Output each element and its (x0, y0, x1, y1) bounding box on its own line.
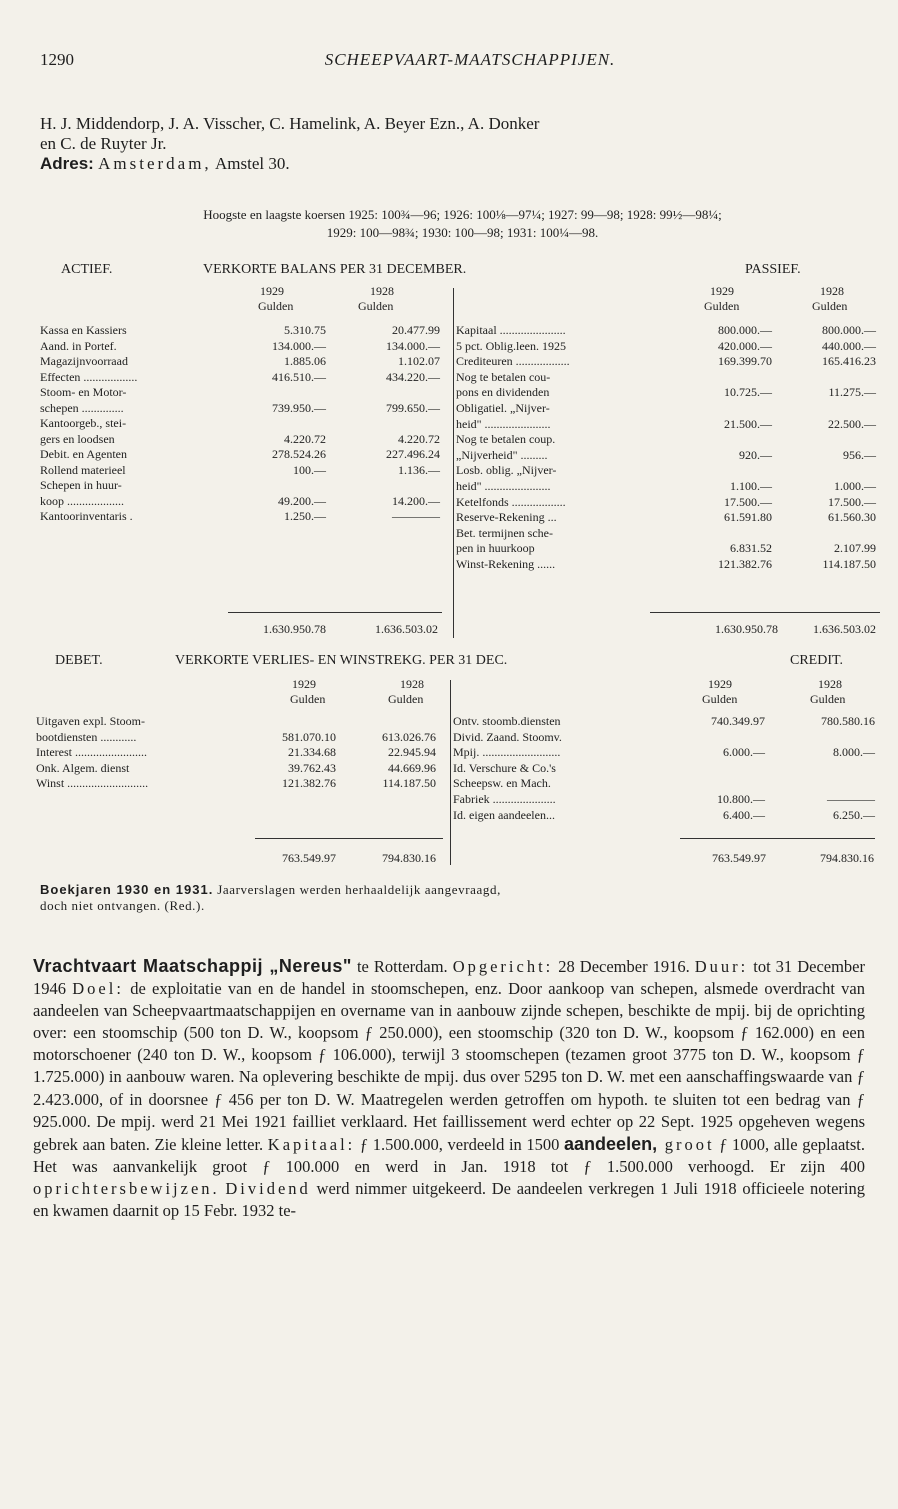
article-text: 28 December 1916. (553, 957, 695, 976)
row-label: Id. Verschure & Co.'s (453, 760, 556, 775)
doel-label: Doel: (72, 979, 124, 999)
row-label: pen in huurkoop (456, 541, 535, 556)
amount-1928: 14.200.— (392, 493, 440, 508)
currency-label: Gulden (702, 692, 738, 706)
amount-1929: 61.591.80 (724, 510, 772, 525)
article-text: de exploitatie van en de handel in stoomschepen, enz. Door aankoop van schepen, alsmede overdracht van aandeelen van Scheepvaartmaatschappijen en overname van in aanbouw zijnde schepen, beschikte de mpij. bij de oprichting over: een stoomschip (500 ton D. W., koopsom ƒ 250.000), een stoomschip (320 ton D. W., koopsom ƒ 162.000) en een motorschoener (240 ton D. W., koopsom ƒ 106.000), terwijl 3 stoomschepen (tezamen groot 3775 ton D. W., koopsom ƒ 1.725.000) in aanbouw waren. Na oplevering beschikte de mpij. dus over 5295 ton D. W. met een aanschaffingswaarde van ƒ 2.423.000, of in doorsnee ƒ 456 per ton D. W. Maatregelen werden getroffen om hypoth. te sluiten tot een bedrag van ƒ 925.000. De mpij. werd 21 Mei 1921 failliet verklaard. Het faillissement werd echter op 22 Sept. 1925 opgeheven wegens gebrek aan baten. Zie kleine letter. (33, 979, 865, 1154)
balance-year-header (0, 284, 898, 316)
table-row (40, 432, 444, 447)
article-text: werd nimmer uitgekeerd. De aandeelen verkregen 1 Juli 1918 officieele notering en kwamen daarnit op 15 Febr. 1932 te- (33, 1178, 866, 1221)
amount-1928: 800.000.— (822, 323, 876, 337)
amount-1929: 6.831.52 (730, 541, 772, 556)
groot-label: groot (657, 1134, 715, 1154)
balance-title: VERKORTE BALANS PER 31 DECEMBER. (203, 262, 467, 277)
amount-1928: 4.220.72 (398, 431, 440, 446)
article-text: tot 31 December 1946 (33, 957, 865, 999)
amount-1928: 1.102.07 (398, 354, 440, 368)
row-label: heid" ...................... (456, 479, 551, 493)
liabilities-total-rule (650, 612, 880, 613)
dividend-label: Dividend (225, 1178, 311, 1198)
table-row (36, 730, 444, 745)
amount-1929: 39.762.43 (288, 760, 336, 775)
year-label: 1929 (710, 284, 734, 298)
year-label: 1929 (260, 284, 284, 298)
article-text: ƒ 1.500.000, verdeeld in 1500 (355, 1134, 565, 1154)
table-row (456, 557, 880, 572)
year-label: 1928 (820, 284, 844, 298)
note-line-2: doch niet ontvangen. (Red.). (40, 898, 205, 913)
table-row (456, 339, 880, 354)
row-label: Stoom- en Motor- (40, 385, 127, 399)
row-label: gers en loodsen (40, 431, 115, 446)
pl-column-divider (450, 680, 451, 865)
table-row (36, 745, 444, 760)
editorial-note (40, 882, 885, 914)
page-title: SCHEEPVAART-MAATSCHAPPIJEN. (324, 50, 616, 69)
article-text: te Rotterdam. (351, 957, 453, 976)
row-label: „Nijverheid" ......... (456, 447, 548, 462)
year-label: 1928 (400, 677, 424, 691)
amount-1929: 800.000.— (718, 323, 772, 337)
table-row (36, 761, 444, 776)
row-label: heid" ...................... (456, 416, 551, 431)
company-name: Vrachtvaart Maatschappij „Nereus" (33, 956, 352, 976)
amount-1929: 6.400.— (723, 807, 765, 822)
row-label: Onk. Algem. dienst (36, 760, 130, 775)
balance-totals (0, 622, 898, 638)
debit-total-1928: 794.830.16 (382, 851, 436, 865)
row-label: Kantoorinventaris . (40, 509, 133, 523)
debit-total-rule (255, 838, 443, 839)
currency-label: Gulden (810, 692, 846, 706)
assets-total-rule (228, 612, 442, 613)
assets-total-1929: 1.630.950.78 (263, 622, 326, 636)
amount-1929: 4.220.72 (284, 431, 326, 446)
amount-1929: 920.— (739, 447, 772, 462)
directors-line-1: H. J. Middendorp, J. A. Visscher, C. Hamelink, A. Beyer Ezn., A. Donker (40, 114, 540, 133)
amount-1928: 114.187.50 (382, 776, 436, 791)
row-label: Id. eigen aandeelen... (453, 807, 555, 822)
credit-total-rule (680, 838, 875, 839)
amount-1929: 49.200.— (278, 493, 326, 508)
amount-1929: 10.800.— (717, 792, 765, 806)
table-row (40, 323, 444, 338)
table-row (456, 432, 880, 447)
currency-label: Gulden (358, 299, 394, 313)
currency-label: Gulden (812, 299, 848, 313)
amount-1928: 799.650.— (386, 400, 440, 415)
aandeelen-label: aandeelen, (564, 1133, 658, 1154)
table-row (456, 370, 880, 385)
note-bold: Boekjaren 1930 en 1931. (40, 882, 214, 897)
address-city: Amsterdam, (98, 154, 212, 173)
amount-1929: 121.382.76 (718, 557, 772, 571)
directors-block (40, 114, 885, 174)
table-row (453, 730, 879, 745)
row-label: Nog te betalen cou- (456, 369, 551, 384)
row-label: Kantoorgeb., stei- (40, 416, 127, 430)
currency-label: Gulden (704, 299, 740, 313)
amount-1929: 169.399.70 (718, 354, 772, 369)
row-label: Ketelfonds .................. (456, 494, 566, 509)
row-label: Kassa en Kassiers (40, 323, 127, 337)
pl-heading (55, 653, 885, 671)
amount-1928: 22.945.94 (388, 745, 436, 760)
amount-1929: 5.310.75 (284, 323, 326, 337)
amount-1929: 739.950.— (272, 400, 326, 415)
row-label: Losb. oblig. „Nijver- (456, 463, 557, 478)
amount-1928: 22.500.— (828, 416, 876, 431)
table-row (456, 510, 880, 525)
credit-heading: CREDIT. (790, 653, 844, 668)
amount-1928: 440.000.— (822, 338, 876, 353)
row-label: Ontv. stoomb.diensten (453, 714, 561, 728)
table-row (40, 354, 444, 369)
running-header (40, 50, 880, 76)
amount-1928: 780.580.16 (821, 714, 875, 728)
table-row (456, 479, 880, 494)
table-row (40, 370, 444, 385)
amount-1928: 613.026.76 (382, 729, 436, 744)
row-label: schepen .............. (40, 400, 124, 415)
article-text: ƒ 1000, alle geplaatst. Het was aanvankelijk groot ƒ 100.000 en werd in Jan. 1918 tot ƒ 1.500.000 verhoogd. Er zijn 400 (33, 1134, 865, 1176)
amount-1929: 121.382.76 (282, 776, 336, 791)
table-row (456, 417, 880, 432)
table-row (456, 385, 880, 400)
amount-1929: 21.334.68 (288, 745, 336, 760)
year-label: 1928 (370, 284, 394, 298)
debit-total-1929: 763.549.97 (282, 851, 336, 865)
amount-1929: 100.— (293, 462, 326, 477)
table-row (456, 323, 880, 338)
row-label: Mpij. .......................... (453, 745, 561, 760)
table-row (40, 447, 444, 462)
row-label: Kapitaal ...................... (456, 323, 566, 337)
amount-1928: 956.— (843, 447, 876, 462)
directors-line-2: en C. de Ruyter Jr. (40, 134, 167, 153)
table-row (453, 761, 879, 776)
amount-1928: 165.416.23 (822, 354, 876, 369)
amount-1928: 61.560.30 (828, 510, 876, 525)
credit-total-1929: 763.549.97 (712, 851, 766, 865)
row-label: koop ................... (40, 493, 124, 508)
row-label: Uitgaven expl. Stoom- (36, 714, 145, 728)
table-row (456, 495, 880, 510)
table-row (453, 776, 879, 791)
table-row (456, 463, 880, 478)
amount-1929: 6.000.— (723, 745, 765, 760)
liabilities-heading: PASSIEF. (745, 262, 801, 277)
row-label: Winst-Rekening ...... (456, 557, 556, 571)
assets-total-1928: 1.636.503.02 (375, 622, 438, 636)
oprichters-label: oprichtersbewijzen. (33, 1178, 220, 1198)
address-street: Amstel 30. (215, 154, 290, 173)
note-text: Jaarverslagen werden herhaaldelijk aangevraagd, (217, 882, 501, 897)
amount-1929: 10.725.— (724, 385, 772, 400)
price-quotes (40, 206, 885, 242)
amount-1928: 8.000.— (833, 745, 875, 760)
amount-1928: 44.669.96 (388, 760, 436, 775)
balance-heading (55, 262, 885, 280)
row-label: Divid. Zaand. Stoomv. (453, 729, 562, 744)
amount-1929: 1.885.06 (284, 354, 326, 368)
currency-label: Gulden (258, 299, 294, 313)
table-row (456, 541, 880, 556)
amount-1928: 434.220.— (386, 369, 440, 384)
row-label: 5 pct. Oblig.leen. 1925 (456, 338, 566, 353)
amount-1928: ———— (392, 509, 440, 523)
assets-heading: ACTIEF. (61, 262, 113, 277)
amount-1928: 2.107.99 (834, 541, 876, 556)
table-row (40, 463, 444, 478)
table-row (456, 354, 880, 369)
row-label: Scheepsw. en Mach. (453, 776, 551, 791)
address-label: Adres: (40, 154, 94, 173)
row-label: Nog te betalen coup. (456, 432, 556, 447)
table-row (40, 385, 444, 400)
opgericht-label: Opgericht: (452, 957, 554, 976)
row-label: Aand. in Portef. (40, 338, 117, 353)
year-label: 1929 (708, 677, 732, 691)
table-row (456, 448, 880, 463)
debit-heading: DEBET. (55, 653, 103, 668)
row-label: Interest ........................ (36, 745, 147, 760)
table-row (40, 401, 444, 416)
amount-1928: 1.136.— (398, 462, 440, 477)
table-row (40, 478, 444, 493)
page-number: 1290 (40, 50, 74, 69)
row-label: Debit. en Agenten (40, 447, 127, 461)
amount-1929: 134.000.— (272, 338, 326, 353)
table-row (456, 526, 880, 541)
balance-column-divider (453, 288, 454, 638)
row-label: Schepen in huur- (40, 478, 122, 492)
amount-1928: 17.500.— (828, 494, 876, 509)
row-label: Crediteuren .................. (456, 354, 570, 369)
amount-1928: ———— (827, 792, 875, 806)
quotes-line-1: Hoogste en laagste koersen 1925: 100¾—96; 1926: 100⅛—97¼; 1927: 99—98; 1928: 99½—98¼; (203, 207, 722, 222)
pl-title: VERKORTE VERLIES- EN WINSTREKG. PER 31 DEC. (175, 653, 508, 668)
currency-label: Gulden (388, 692, 424, 706)
amount-1928: 134.000.— (386, 338, 440, 353)
quotes-line-2: 1929: 100—98¾; 1930: 100—98; 1931: 100¼—98. (326, 225, 599, 240)
amount-1928: 6.250.— (833, 807, 875, 822)
address-line (40, 154, 885, 174)
row-label: Bet. termijnen sche- (456, 525, 553, 540)
table-row (36, 776, 444, 791)
pl-year-header (0, 677, 898, 709)
amount-1929: 740.349.97 (711, 714, 765, 728)
credit-total-1928: 794.830.16 (820, 851, 874, 865)
amount-1928: 11.275.— (828, 385, 876, 400)
row-label: bootdiensten ............ (36, 729, 137, 744)
table-row (40, 509, 444, 524)
liabilities-total-1928: 1.636.503.02 (813, 622, 876, 636)
table-row (453, 714, 879, 729)
row-label: Magazijnvoorraad (40, 354, 128, 368)
amount-1928: 20.477.99 (392, 323, 440, 337)
amount-1929: 21.500.— (724, 416, 772, 431)
amount-1929: 416.510.— (272, 369, 326, 384)
row-label: Effecten .................. (40, 369, 138, 384)
amount-1929: 1.250.— (284, 509, 326, 523)
year-label: 1928 (818, 677, 842, 691)
table-row (40, 339, 444, 354)
row-label: Winst ........................... (36, 776, 149, 791)
row-label: Obligatiel. „Nijver- (456, 401, 550, 415)
year-label: 1929 (292, 677, 316, 691)
amount-1928: 227.496.24 (386, 447, 440, 461)
kapitaal-label: Kapitaal: (267, 1134, 356, 1154)
table-row (453, 792, 879, 807)
row-label: pons en dividenden (456, 385, 550, 400)
pl-totals (0, 851, 898, 867)
amount-1929: 278.524.26 (272, 447, 326, 461)
table-row (453, 745, 879, 760)
duur-label: Duur: (694, 957, 749, 976)
row-label: Rollend materieel (40, 462, 126, 477)
company-article (33, 955, 865, 1222)
row-label: Reserve-Rekening ... (456, 510, 557, 525)
table-row (40, 416, 444, 431)
liabilities-total-1929: 1.630.950.78 (715, 622, 778, 636)
currency-label: Gulden (290, 692, 326, 706)
amount-1929: 581.070.10 (282, 729, 336, 744)
amount-1929: 1.100.— (730, 479, 772, 493)
amount-1929: 17.500.— (724, 494, 772, 509)
table-row (40, 494, 444, 509)
table-row (453, 808, 879, 823)
table-row (456, 401, 880, 416)
table-row (36, 714, 444, 729)
amount-1928: 114.187.50 (822, 557, 876, 571)
amount-1928: 1.000.— (834, 479, 876, 493)
row-label: Fabriek ..................... (453, 792, 556, 806)
amount-1929: 420.000.— (718, 338, 772, 353)
